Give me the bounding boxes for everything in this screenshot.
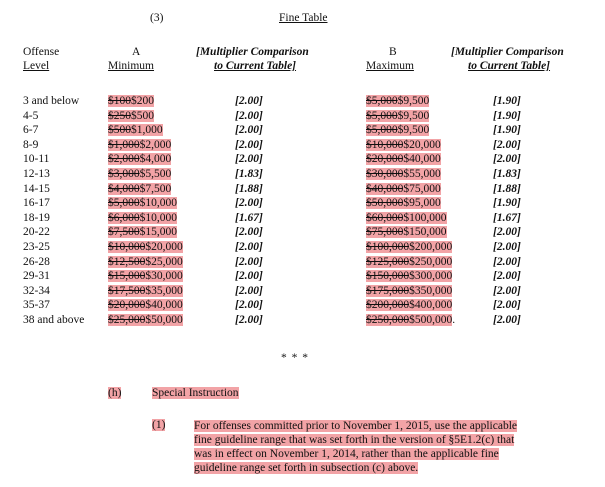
maximum-multiplier: [2.00] [493, 284, 521, 297]
minimum-multiplier: [2.00] [235, 255, 263, 268]
minimum-old-amount: $25,000 [108, 314, 146, 326]
offense-level: 4-5 [23, 109, 39, 122]
instruction-line: was in effect on November 1, 2014, rather than the applicable fine [194, 448, 499, 460]
minimum-old-amount: $15,000 [108, 270, 146, 283]
offense-level-cell [23, 284, 50, 298]
maximum-old-amount: $20,000 [366, 153, 404, 166]
offense-level-cell [23, 269, 50, 283]
offense-level-cell [23, 211, 50, 225]
offense-level-cell [23, 109, 38, 123]
minimum-old-amount: $100 [108, 95, 131, 107]
offense-level: 16-17 [23, 197, 50, 210]
minimum-new-amount: $20,000 [145, 241, 183, 253]
maximum-old-amount: $5,000 [366, 109, 398, 122]
header-level-line1: Offense [23, 46, 60, 58]
table-row [0, 152, 605, 166]
maximum-multiplier-cell [493, 255, 521, 269]
maximum-old-amount: $40,000 [366, 182, 404, 195]
offense-level: 23-25 [23, 241, 50, 253]
maximum-new-amount: $200,000 [409, 241, 453, 253]
maximum-new-amount: $95,000 [403, 197, 441, 210]
maximum-multiplier: [1.90] [493, 197, 521, 210]
offense-level-cell [23, 240, 50, 254]
offense-level-cell [23, 298, 50, 312]
maximum-multiplier-cell [493, 123, 521, 137]
table-row [0, 94, 605, 108]
maximum-cell [366, 225, 447, 239]
header-level-line2: Level [23, 60, 50, 72]
maximum-new-amount: $300,000 [409, 270, 453, 283]
header-a-line2: Minimum [108, 60, 155, 72]
minimum-multiplier-cell [235, 298, 263, 312]
maximum-cell [366, 196, 441, 210]
header-a-compare-line1: [Multiplier Comparison [196, 46, 309, 58]
table-row [0, 167, 605, 181]
maximum-new-amount: $20,000 [403, 138, 441, 151]
table-row [0, 225, 605, 239]
maximum-multiplier: [1.83] [493, 168, 521, 180]
maximum-cell [366, 182, 441, 196]
header-b-line2: Maximum [366, 60, 414, 72]
maximum-old-amount: $125,000 [366, 255, 410, 268]
maximum-old-amount: $5,000 [366, 124, 398, 137]
maximum-multiplier-cell [493, 94, 521, 108]
maximum-new-amount: $40,000 [403, 153, 441, 166]
maximum-new-amount: $500,000 [409, 314, 453, 326]
maximum-multiplier: [2.00] [493, 153, 521, 166]
offense-level: 26-28 [23, 255, 50, 268]
minimum-old-amount: $5,000 [108, 197, 140, 210]
table-row [0, 182, 605, 196]
maximum-new-amount: $250,000 [409, 255, 453, 268]
maximum-old-amount: $5,000 [366, 95, 398, 107]
offense-level-cell [23, 152, 49, 166]
minimum-new-amount: $35,000 [145, 284, 183, 297]
offense-level: 10-11 [23, 153, 50, 166]
minimum-multiplier-cell [235, 109, 263, 123]
minimum-cell [108, 284, 183, 298]
minimum-cell [108, 211, 177, 225]
minimum-multiplier: [1.67] [235, 211, 263, 224]
offense-level-cell [23, 255, 50, 269]
minimum-new-amount: $200 [131, 95, 154, 107]
maximum-cell [366, 313, 455, 327]
maximum-multiplier: [2.00] [493, 314, 521, 326]
minimum-cell [108, 94, 154, 108]
minimum-cell [108, 298, 183, 312]
minimum-multiplier: [1.83] [235, 168, 263, 180]
instruction-line: For offenses committed prior to November 1, 2015, use the applicable [194, 420, 517, 432]
maximum-multiplier-cell [493, 240, 521, 254]
table-row [0, 196, 605, 210]
maximum-new-amount: $9,500 [397, 124, 430, 137]
minimum-multiplier: [2.00] [235, 153, 263, 166]
minimum-multiplier-cell [235, 284, 263, 298]
minimum-multiplier-cell [235, 138, 263, 152]
table-row [0, 284, 605, 298]
maximum-multiplier: [1.88] [493, 182, 521, 195]
header-b-line1: B [389, 46, 397, 58]
minimum-multiplier: [2.00] [235, 197, 263, 210]
minimum-multiplier-cell [235, 152, 263, 166]
minimum-multiplier: [1.88] [235, 182, 263, 195]
minimum-new-amount: $40,000 [145, 299, 183, 312]
minimum-multiplier-cell [235, 182, 263, 196]
table-title: Fine Table [279, 12, 328, 24]
maximum-multiplier: [2.00] [493, 138, 521, 151]
offense-level: 12-13 [23, 168, 50, 180]
maximum-old-amount: $10,000 [366, 138, 404, 151]
maximum-cell [366, 94, 429, 108]
minimum-multiplier: [2.00] [235, 109, 263, 122]
maximum-multiplier-cell [493, 225, 521, 239]
minimum-old-amount: $1,000 [108, 138, 140, 151]
offense-level-cell [23, 123, 38, 137]
offense-level: 18-19 [23, 211, 50, 224]
minimum-old-amount: $6,000 [108, 211, 140, 224]
maximum-old-amount: $200,000 [366, 299, 410, 312]
minimum-multiplier: [2.00] [235, 241, 263, 253]
maximum-multiplier-cell [493, 211, 521, 225]
minimum-multiplier: [2.00] [235, 226, 263, 239]
minimum-multiplier: [2.00] [235, 95, 263, 107]
maximum-cell [366, 138, 441, 152]
minimum-old-amount: $2,000 [108, 153, 140, 166]
maximum-new-amount: $150,000 [403, 226, 447, 239]
minimum-cell [108, 255, 183, 269]
maximum-multiplier: [2.00] [493, 226, 521, 239]
maximum-multiplier-cell [493, 298, 521, 312]
maximum-multiplier-cell [493, 196, 521, 210]
minimum-old-amount: $12,500 [108, 255, 146, 268]
maximum-cell [366, 284, 452, 298]
minimum-cell [108, 123, 163, 137]
maximum-multiplier: [1.90] [493, 109, 521, 122]
minimum-multiplier-cell [235, 123, 263, 137]
instruction-line: fine guideline range that was set forth in the version of §5E1.2(c) that [194, 434, 515, 446]
minimum-cell [108, 225, 177, 239]
maximum-multiplier-cell [493, 138, 521, 152]
minimum-multiplier-cell [235, 94, 263, 108]
table-row [0, 109, 605, 123]
offense-level-cell [23, 196, 50, 210]
offense-level-cell [23, 94, 79, 108]
table-row [0, 138, 605, 152]
maximum-multiplier: [1.90] [493, 124, 521, 137]
maximum-old-amount: $150,000 [366, 270, 410, 283]
minimum-multiplier-cell [235, 313, 263, 327]
section-title: Special Instruction [152, 387, 239, 399]
offense-level: 20-22 [23, 226, 50, 239]
maximum-multiplier: [2.00] [493, 299, 521, 312]
minimum-cell [108, 182, 171, 196]
maximum-old-amount: $100,000 [366, 241, 410, 253]
minimum-old-amount: $4,000 [108, 182, 140, 195]
minimum-multiplier: [2.00] [235, 138, 263, 151]
minimum-new-amount: $4,000 [139, 153, 172, 166]
minimum-old-amount: $20,000 [108, 299, 146, 312]
header-b-compare-line1: [Multiplier Comparison [451, 46, 564, 58]
maximum-cell [366, 167, 441, 181]
maximum-cell [366, 269, 452, 283]
offense-level: 8-9 [23, 138, 39, 151]
maximum-cell [366, 240, 452, 254]
maximum-multiplier: [2.00] [493, 270, 521, 283]
instruction-paragraph [194, 419, 562, 475]
maximum-multiplier: [2.00] [493, 241, 521, 253]
minimum-old-amount: $17,500 [108, 284, 146, 297]
table-row [0, 313, 605, 327]
minimum-multiplier-cell [235, 240, 263, 254]
offense-level-cell [23, 138, 38, 152]
maximum-cell [366, 211, 447, 225]
offense-level-cell [23, 182, 50, 196]
minimum-old-amount: $3,000 [108, 168, 140, 180]
minimum-old-amount: $250 [108, 109, 131, 122]
maximum-multiplier-cell [493, 182, 521, 196]
instruction-line: guideline range set forth in subsection (c) above. [194, 462, 419, 474]
minimum-cell [108, 196, 177, 210]
offense-level: 6-7 [23, 124, 39, 137]
offense-level-cell [23, 167, 50, 181]
maximum-old-amount: $175,000 [366, 284, 410, 297]
minimum-multiplier-cell [235, 167, 263, 181]
offense-level: 3 and below [23, 95, 80, 107]
maximum-cell [366, 255, 452, 269]
minimum-multiplier: [2.00] [235, 314, 263, 326]
maximum-multiplier-cell [493, 152, 521, 166]
header-b-compare-line2: to Current Table] [468, 60, 551, 72]
table-row [0, 298, 605, 312]
maximum-multiplier-cell [493, 269, 521, 283]
maximum-cell [366, 298, 452, 312]
offense-level: 29-31 [23, 270, 50, 283]
table-row [0, 240, 605, 254]
minimum-new-amount: $30,000 [145, 270, 183, 283]
page-number: (3) [150, 12, 164, 24]
minimum-multiplier-cell [235, 196, 263, 210]
maximum-old-amount: $30,000 [366, 168, 404, 180]
maximum-new-amount: $75,000 [403, 182, 441, 195]
minimum-cell [108, 313, 183, 327]
minimum-old-amount: $500 [108, 124, 131, 137]
table-row [0, 211, 605, 225]
table-row [0, 269, 605, 283]
maximum-multiplier: [1.90] [493, 95, 521, 107]
minimum-new-amount: $10,000 [139, 197, 177, 210]
maximum-multiplier-cell [493, 167, 521, 181]
table-row [0, 255, 605, 269]
maximum-old-amount: $75,000 [366, 226, 404, 239]
offense-level: 14-15 [23, 182, 50, 195]
offense-level: 32-34 [23, 284, 50, 297]
separator-asterisks: * * * [281, 352, 309, 364]
maximum-multiplier: [2.00] [493, 255, 521, 268]
minimum-multiplier-cell [235, 255, 263, 269]
maximum-new-amount: $9,500 [397, 109, 430, 122]
maximum-cell [366, 123, 429, 137]
maximum-cell [366, 152, 441, 166]
minimum-multiplier: [2.00] [235, 299, 263, 312]
minimum-multiplier: [2.00] [235, 124, 263, 137]
maximum-new-amount: $400,000 [409, 299, 453, 312]
header-a-line1: A [132, 46, 141, 58]
maximum-new-amount: $350,000 [409, 284, 453, 297]
maximum-multiplier: [1.67] [493, 211, 521, 224]
minimum-new-amount: $10,000 [139, 211, 177, 224]
minimum-old-amount: $10,000 [108, 241, 146, 253]
minimum-new-amount: $7,500 [139, 182, 172, 195]
minimum-cell [108, 240, 183, 254]
offense-level-cell [23, 225, 50, 239]
maximum-multiplier-cell [493, 109, 521, 123]
minimum-cell [108, 167, 171, 181]
minimum-multiplier: [2.00] [235, 284, 263, 297]
maximum-new-amount: $100,000 [403, 211, 447, 224]
minimum-multiplier-cell [235, 269, 263, 283]
maximum-multiplier-cell [493, 313, 521, 327]
row-end-period: . [452, 314, 456, 326]
maximum-old-amount: $50,000 [366, 197, 404, 210]
offense-level: 38 and above [23, 314, 85, 326]
minimum-new-amount: $50,000 [145, 314, 183, 326]
minimum-multiplier-cell [235, 225, 263, 239]
minimum-cell [108, 109, 154, 123]
header-a-compare-line2: to Current Table] [214, 60, 297, 72]
minimum-new-amount: $5,500 [139, 168, 172, 180]
maximum-new-amount: $9,500 [397, 95, 430, 107]
maximum-new-amount: $55,000 [403, 168, 441, 180]
offense-level: 35-37 [23, 299, 50, 312]
minimum-old-amount: $7,500 [108, 226, 140, 239]
table-row [0, 123, 605, 137]
minimum-new-amount: $15,000 [139, 226, 177, 239]
section-marker: (h) [108, 387, 122, 399]
minimum-new-amount: $2,000 [139, 138, 172, 151]
maximum-old-amount: $250,000 [366, 314, 410, 326]
minimum-cell [108, 269, 183, 283]
minimum-new-amount: $500 [131, 109, 154, 122]
minimum-cell [108, 138, 171, 152]
offense-level-cell [23, 313, 84, 327]
maximum-cell [366, 109, 429, 123]
maximum-old-amount: $60,000 [366, 211, 404, 224]
minimum-new-amount: $1,000 [131, 124, 163, 137]
minimum-cell [108, 152, 171, 166]
instruction-marker: (1) [152, 419, 166, 431]
minimum-multiplier: [2.00] [235, 270, 263, 283]
minimum-multiplier-cell [235, 211, 263, 225]
maximum-multiplier-cell [493, 284, 521, 298]
minimum-new-amount: $25,000 [145, 255, 183, 268]
